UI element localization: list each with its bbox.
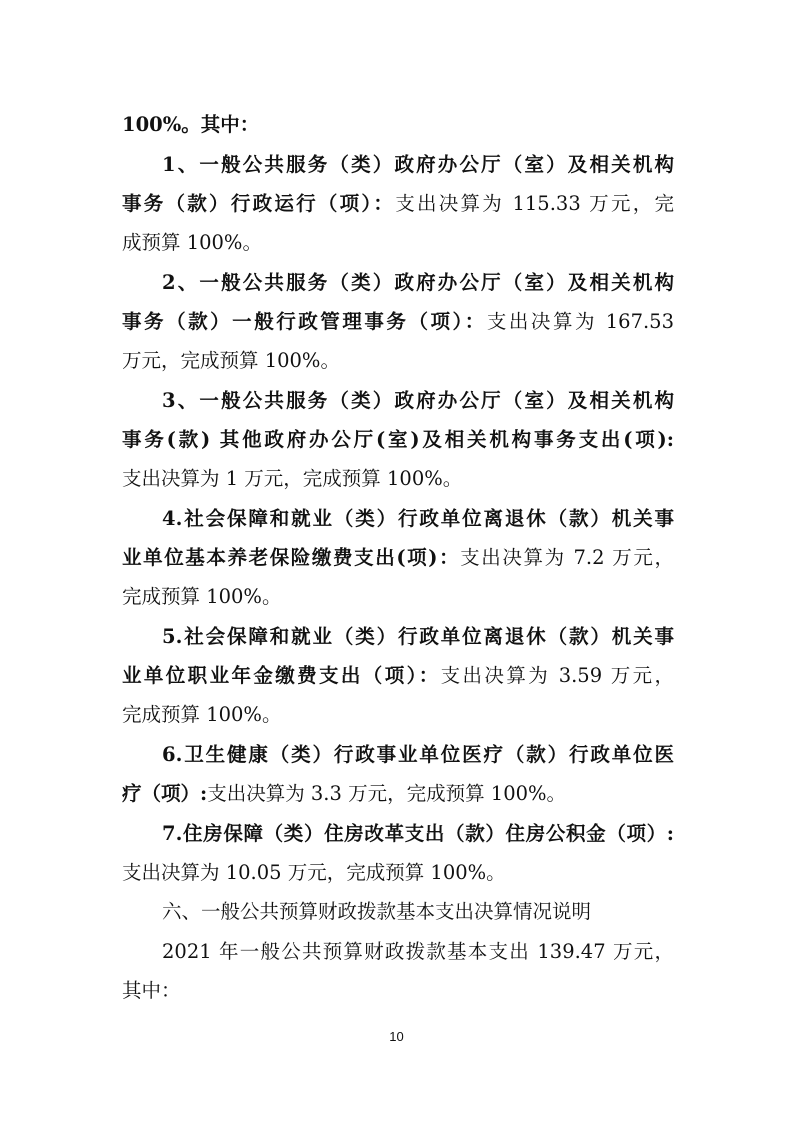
text-line-17-bold: 6.卫生健康（类）行政事业单位医疗（款）行政单位医 <box>162 743 674 766</box>
text-line-3-normal: 支出决算为 115.33 万元，完 <box>395 192 674 215</box>
text-line-23 <box>122 978 674 1004</box>
text-line-20 <box>122 860 674 886</box>
text-line-11-bold: 4.社会保障和就业（类）行政单位离退休（款）机关事 <box>162 507 674 530</box>
page-number: 10 <box>389 1029 404 1044</box>
text-line-5-bold: 2、一般公共服务（类）政府办公厅（室）及相关机构 <box>162 271 674 294</box>
text-line-16 <box>122 702 674 728</box>
section-heading-6-text: 六、一般公共预算财政拨款基本支出决算情况说明 <box>162 900 592 923</box>
text-line-2-bold: 1、一般公共服务（类）政府办公厅（室）及相关机构 <box>162 153 674 176</box>
text-line-22-normal: 2021 年一般公共预算财政拨款基本支出 139.47 万元， <box>162 940 674 963</box>
text-line-10 <box>122 466 674 492</box>
text-line-18-bold: 疗（项）: <box>122 782 208 805</box>
text-line-18 <box>122 781 674 807</box>
text-line-5 <box>162 270 674 296</box>
text-line-1 <box>122 112 674 138</box>
text-line-19 <box>162 821 674 847</box>
text-line-15-bold: 业单位职业年金缴费支出（项）： <box>122 664 441 687</box>
text-line-2 <box>162 152 674 178</box>
text-line-4-normal: 成预算 100%。 <box>122 231 262 254</box>
text-line-14-bold: 5.社会保障和就业（类）行政单位离退休（款）机关事 <box>162 625 674 648</box>
text-line-11 <box>162 506 674 532</box>
text-line-12-normal: 支出决算为 7.2 万元， <box>460 546 674 569</box>
text-line-18-normal: 支出决算为 3.3 万元，完成预算 100%。 <box>207 782 567 805</box>
text-line-3-bold: 事务（款）行政运行（项）： <box>122 192 396 215</box>
text-line-23-normal: 其中： <box>122 979 181 1002</box>
text-line-15 <box>122 663 674 689</box>
text-line-8-bold: 3、一般公共服务（类）政府办公厅（室）及相关机构 <box>162 389 674 412</box>
text-line-7-normal: 万元，完成预算 100%。 <box>122 349 340 372</box>
text-line-15-normal: 支出决算为 3.59 万元， <box>440 664 674 687</box>
text-line-9-bold: 事务(款) 其他政府办公厅(室)及相关机构事务支出(项): <box>122 428 674 451</box>
text-line-13-normal: 完成预算 100%。 <box>122 585 282 608</box>
text-line-16-normal: 完成预算 100%。 <box>122 703 282 726</box>
text-line-10-normal: 支出决算为 1 万元，完成预算 100%。 <box>122 467 463 490</box>
text-line-3 <box>122 191 674 217</box>
text-line-12-bold: 业单位基本养老保险缴费支出(项)： <box>122 546 461 569</box>
text-line-19-bold: 7.住房保障（类）住房改革支出（款）住房公积金（项）: <box>162 822 674 845</box>
text-line-4 <box>122 230 674 256</box>
section-heading-6 <box>162 899 674 925</box>
text-line-22 <box>162 939 674 965</box>
text-line-8 <box>162 388 674 414</box>
text-line-12 <box>122 545 674 571</box>
text-line-7 <box>122 348 674 374</box>
text-line-14 <box>162 624 674 650</box>
text-line-13 <box>122 584 674 610</box>
text-line-1-bold: 100%。其中： <box>122 113 260 136</box>
text-line-6-normal: 支出决算为 167.53 <box>486 310 674 333</box>
text-line-6 <box>122 309 674 335</box>
text-line-9 <box>122 427 674 453</box>
text-line-17 <box>162 742 674 768</box>
text-line-6-bold: 事务（款）一般行政管理事务（项）： <box>122 310 487 333</box>
text-line-20-normal: 支出决算为 10.05 万元，完成预算 100%。 <box>122 861 506 884</box>
